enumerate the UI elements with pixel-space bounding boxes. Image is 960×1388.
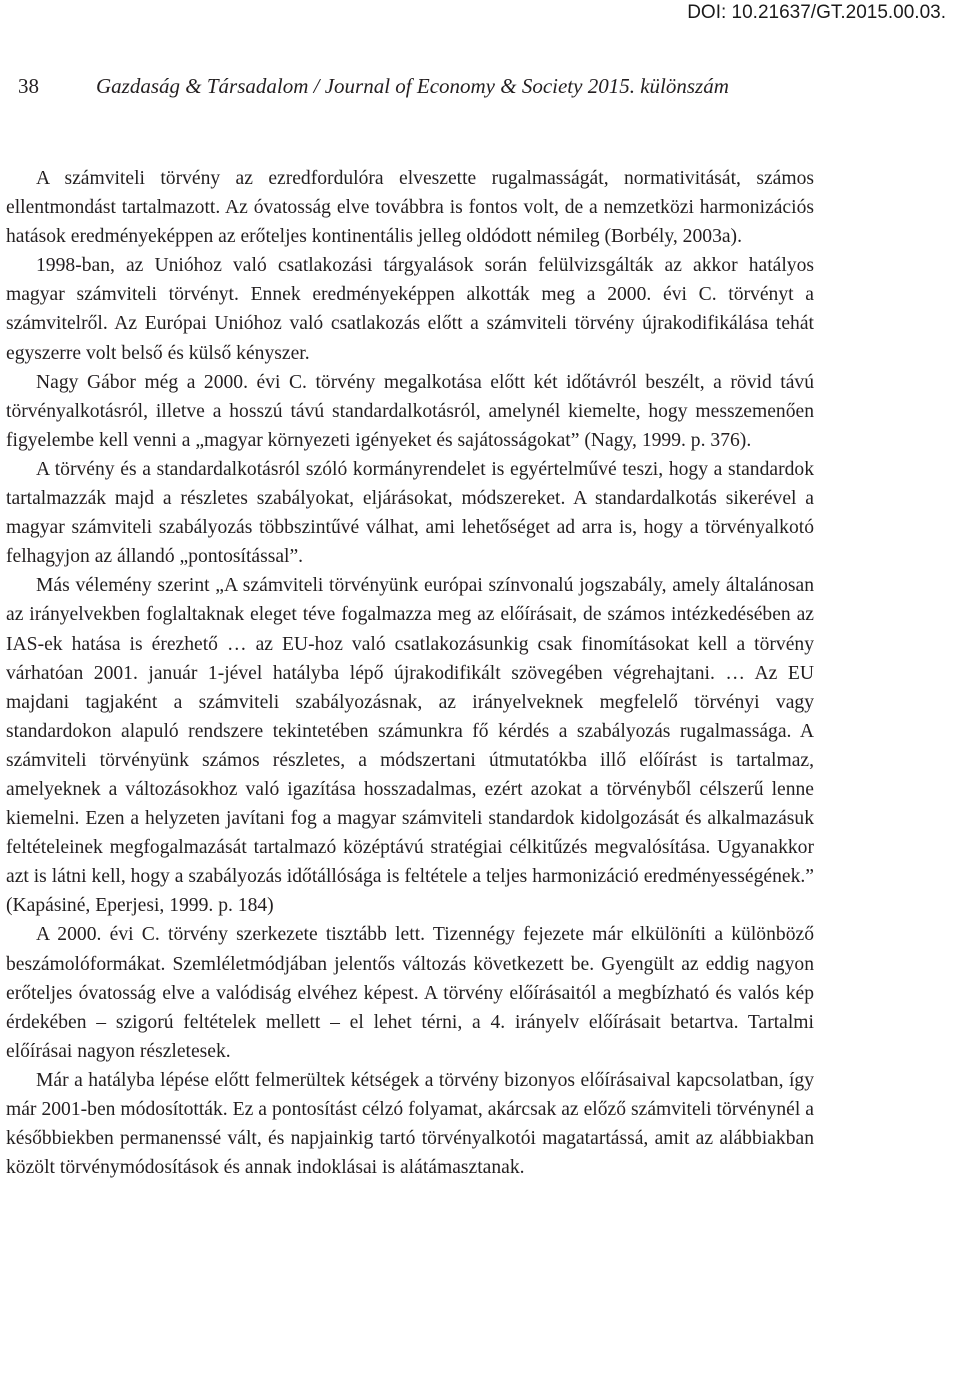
paragraph: Nagy Gábor még a 2000. évi C. törvény megalkotása előtt két időtávról beszélt, a rövid távú törvényalkotásról, illetve a hosszú távú standardalkotásról, amelynél kiemelte, hogy messzemenően figyelembe kell venni a „magyar környezeti igényeket és sajátosságokat” (Nagy, 1999. p. 376). <box>6 371 814 451</box>
paragraph: A 2000. évi C. törvény szerkezete tisztább lett. Tizennégy fejezete már elkülöníti a különböző beszámolóformákat. Szemléletmódjában jelentős változás következett be. Gyengült az eddig nagyon erőteljes óvatosság elve a valódiság elvéhez képest. A törvény előírásaitól a megbízható és valós kép érdekében – szigorú feltételek mellett – el lehet térni, a 4. irányelv előírásait betartva. Tartalmi előírásai nagyon részletesek. <box>6 924 814 1062</box>
running-header <box>18 74 942 99</box>
paragraph: A számviteli törvény az ezredfordulóra elveszette rugalmasságát, normativitását, számos ellentmondást tartalmazott. Az óvatosság elve továbbra is fontos volt, de a nemzetközi harmonizációs hatások eredményeképpen az erőteljes kontinentális jelleg oldódott némileg (Borbély, 2003a). <box>6 168 814 248</box>
journal-title: Gazdaság & Társadalom / Journal of Economy & Society 2015. különszám <box>96 74 729 98</box>
paragraph: Már a hatályba lépése előtt felmerültek kétségek a törvény bizonyos előírásaival kapcsolatban, így már 2001-ben módosították. Ez a pontosítást célzó folyamat, akárcsak az előző számviteli törvénynél a későbbiekben permanenssé vált, és napjainkig tartó törvényalkotói magatartássá, amit az alábbiakban közölt törvénymódosítások és annak indoklásai is alátámasztanak. <box>6 1069 814 1179</box>
page-number: 38 <box>18 74 39 98</box>
paragraph: 1998-ban, az Unióhoz való csatlakozási tárgyalások során felülvizsgálták az akkor hatályos magyar számviteli törvényt. Ennek eredményeképpen alkották meg a 2000. évi C. törvényt a számvitelről. Az Európai Unióhoz való csatlakozás előtt a számviteli törvény újrakodifikálása tehát egyszerre volt belső és külső kényszer. <box>6 255 814 364</box>
doi-label: DOI: 10.21637/GT.2015.00.03. <box>687 2 946 23</box>
paragraph: A törvény és a standardalkotásról szóló kormányrendelet is egyértelművé teszi, hogy a standardok tartalmazzák majd a részletes szabályokat, eljárásokat, módszereket. A standardalkotás sikerével a magyar számviteli szabályozás többszintűvé válhat, ami lehetőséget ad arra is, hogy a törvényalkotó felhagyjon az állandó „pontosítással”. <box>6 458 814 568</box>
article-body <box>6 164 814 1182</box>
paragraph: Más vélemény szerint „A számviteli törvényünk európai színvonalú jogszabály, amely általánosan az irányelvekben foglaltaknak eleget téve fogalmazza meg az előírásait, de számos intézkedésében az IAS-ek hatása is érezhető … az EU-hoz való csatlakozásunkig csak finomításokat kell a törvény várhatóan 2001. január 1-jével hatályba lépő újrakodifikált szövegében végrehajtani. … Az EU majdani tagjaként a számviteli szabályozásnak, az irányelveknek megfelelő törvényi vagy standardokon alapuló rendszere tekintetében számunkra fő kérdés a szabályozás rugalmassága. A számviteli törvényünk számos részletes, a módszertani útmutatókba illő előírást is tartalmaz, amelyeknek a változásokhoz való igazítása hosszadalmas, ezért azokat a törvényből célszerű lenne kiemelni. Ezen a helyzeten javítani fog a magyar számviteli standardok kidolgozását és alkalmazásuk feltételeinek megfogalmazását tartalmazó középtávú stratégiai célkitűzés megvalósítása. Ugyanakkor azt is látni kell, hogy a szabályozás időtállósága is feltétele a teljes harmonizáció eredményességének.” (Kapásiné, Eperjesi, 1999. p. 184) <box>6 575 814 917</box>
